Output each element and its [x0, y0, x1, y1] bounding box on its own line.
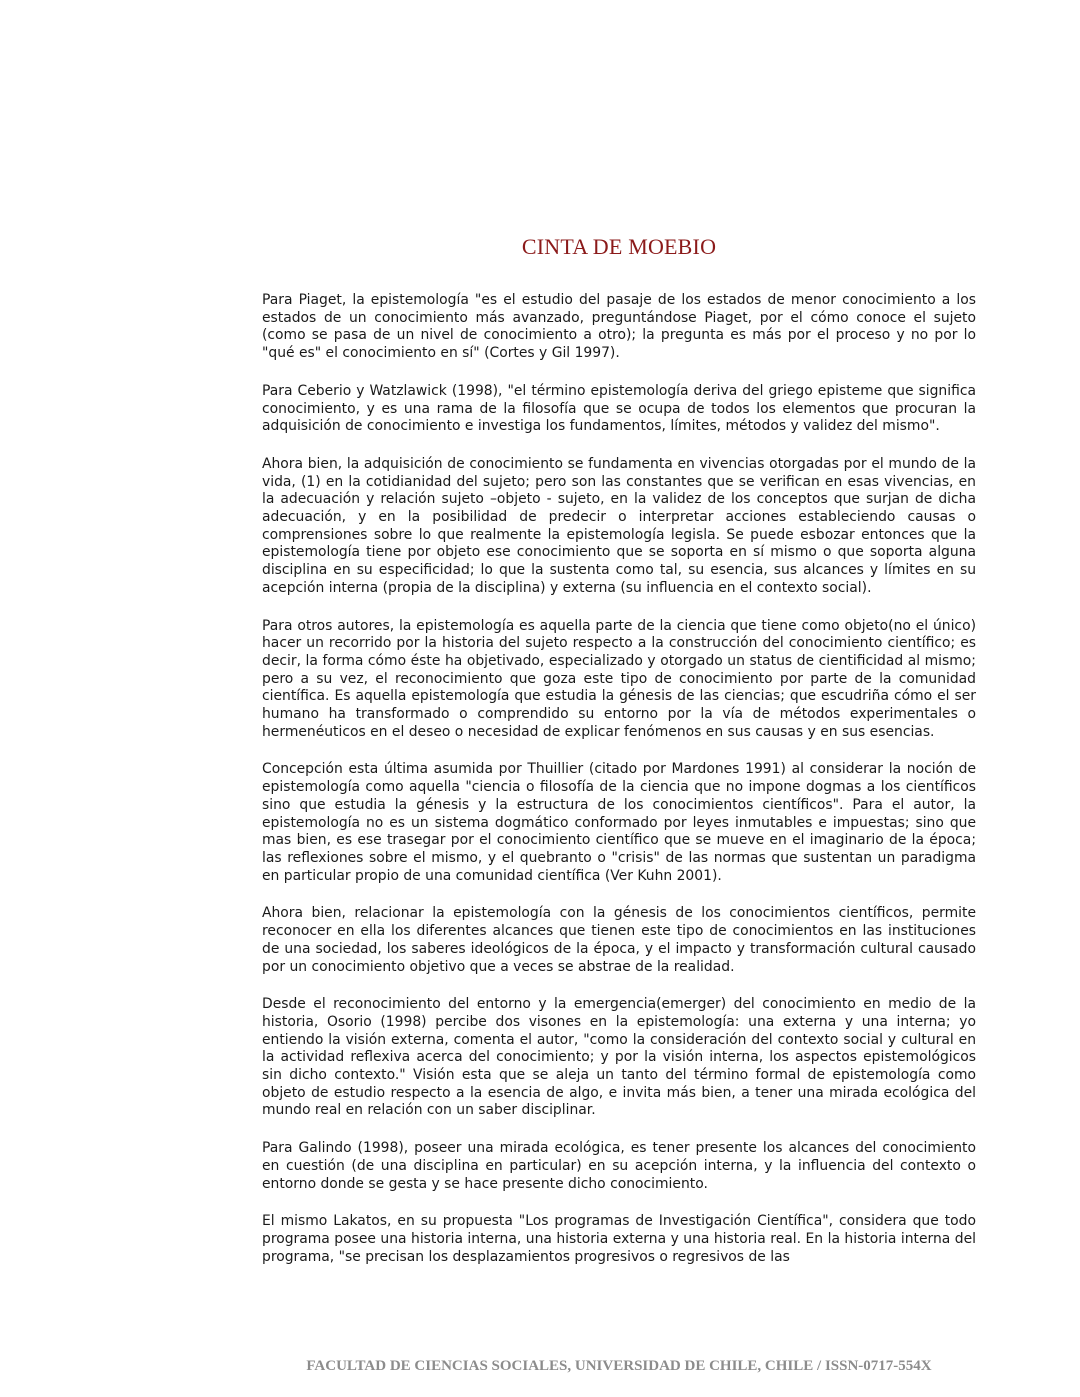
paragraph: Concepción esta última asumida por Thuillier (citado por Mardones 1991) al considerar la noción de epistemología como aquella "ciencia o filosofía de la ciencia que no impone dogmas a los científicos sino que estudia la génesis y la estructura de los conocimientos científicos". Para el autor, la epistemología no es un sistema dogmático conformado por leyes inmutables e impuestas; sino que mas bien, es ese trasegar por el conocimiento científico que se mueve en el imaginario de la época; las reflexiones sobre el mismo, y el quebranto o "crisis" de las normas que sustentan un paradigma en particular propio de una comunidad científica (Ver Kuhn 2001).: [262, 761, 976, 884]
article-body: [262, 292, 976, 1286]
page-footer: FACULTAD DE CIENCIAS SOCIALES, UNIVERSIDAD DE CHILE, CHILE / ISSN-0717-554X: [306, 1358, 932, 1374]
paragraph: Para otros autores, la epistemología es aquella parte de la ciencia que tiene como objeto(no el único) hacer un recorrido por la historia del sujeto respecto a la construcción del conocimiento científico; es decir, la forma cómo éste ha objetivado, especializado y otorgado un status de cientificidad al mismo; pero a su vez, el reconocimiento que goza este tipo de conocimiento por parte de la comunidad científica. Es aquella epistemología que estudia la génesis de las ciencias; que escudriña cómo el ser humano ha transformado o comprendido su entorno por la vía de métodos experimentales o hermenéuticos en el deseo o necesidad de explicar fenómenos en sus causas y en sus esencias.: [262, 617, 976, 740]
paragraph: Ahora bien, relacionar la epistemología con la génesis de los conocimientos científicos, permite reconocer en ella los diferentes alcances que tienen este tipo de conocimientos en las instituciones de una sociedad, los saberes ideológicos de la época, y el impacto y transformación cultural causado por un conocimiento objetivo que a veces se abstrae de la realidad.: [262, 905, 976, 975]
paragraph: El mismo Lakatos, en su propuesta "Los programas de Investigación Científica", considera que todo programa posee una historia interna, una historia externa y una historia real. En la historia interna del programa, "se precisan los desplazamientos progresivos o regresivos de las: [262, 1213, 976, 1265]
paragraph: Desde el reconocimiento del entorno y la emergencia(emerger) del conocimiento en medio de la historia, Osorio (1998) percibe dos visones en la epistemología: una externa y una interna; yo entiendo la visión externa, comenta el autor, "como la consideración del contexto social y cultural en la actividad reflexiva acerca del conocimiento; y por la visión interna, los aspectos epistemológicos sin dicho contexto." Visión esta que se aleja un tanto del término formal de epistemología como objeto de estudio respecto a la esencia de algo, e invita más bien, a tener una mirada ecológica del mundo real en relación con un saber disciplinar.: [262, 996, 976, 1119]
paragraph: Para Ceberio y Watzlawick (1998), "el término epistemología deriva del griego episteme que significa conocimiento, y es una rama de la filosofía que se ocupa de todos los elementos que procuran la adquisición de conocimiento e investiga los fundamentos, límites, métodos y validez del mismo".: [262, 382, 976, 435]
paragraph: Ahora bien, la adquisición de conocimiento se fundamenta en vivencias otorgadas por el mundo de la vida, (1) en la cotidianidad del sujeto; pero son las constantes que se verifican en esas vivencias, en la adecuación y relación sujeto –objeto - sujeto, en la validez de los conceptos que surjan de dicha adecuación, y en la posibilidad de predecir o interpretar acciones estableciendo causas o comprensiones sobre lo que realmente la epistemología legisla. Se puede esbozar entonces que la epistemología tiene por objeto ese conocimiento que se soporta en sí mismo o que soporta alguna disciplina en su especificidad; lo que la sustenta como tal, su esencia, sus alcances y límites en su acepción interna (propia de la disciplina) y externa (su influencia en el contexto social).: [262, 455, 976, 596]
paragraph: Para Galindo (1998), poseer una mirada ecológica, es tener presente los alcances del conocimiento en cuestión (de una disciplina en particular) en su acepción interna, y la influencia del contexto o entorno donde se gesta y se hace presente dicho conocimiento.: [262, 1140, 976, 1192]
page-title: CINTA DE MOEBIO: [521, 234, 717, 259]
paragraph: Para Piaget, la epistemología "es el estudio del pasaje de los estados de menor conocimiento a los estados de un conocimiento más avanzado, preguntándose Piaget, por el cómo conoce el sujeto (como se pasa de un nivel de conocimiento a otro); la pregunta es más por el proceso y no por lo "qué es" el conocimiento en sí" (Cortes y Gil 1997).: [262, 292, 976, 362]
